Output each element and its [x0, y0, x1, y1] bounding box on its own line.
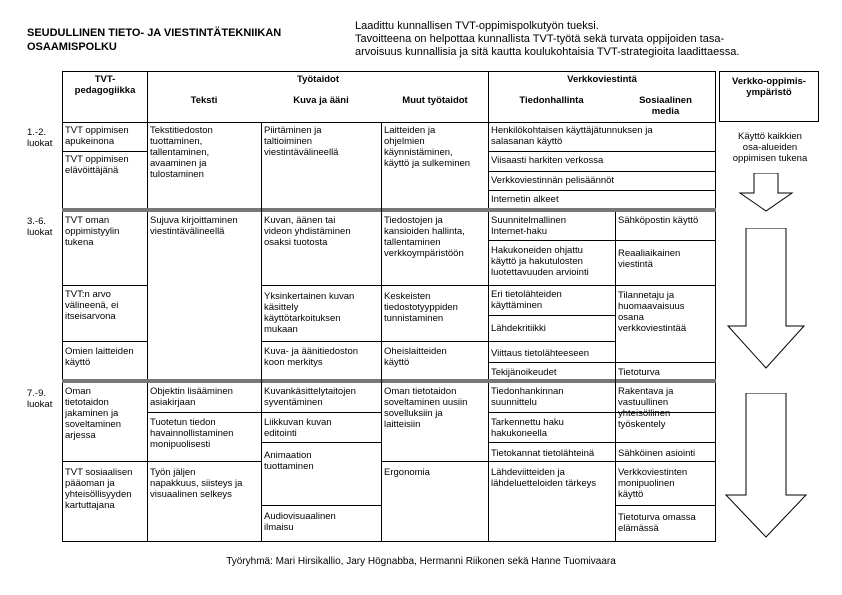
header-muut: Muut työtaidot — [402, 95, 468, 106]
table-cell: Tarkennettu haku hakukoneella — [491, 417, 564, 439]
table-cell: Lähdeviitteiden ja lähdeluetteloiden tärkeys — [491, 467, 597, 489]
table-cell: Tiedostojen ja kansioiden hallinta, tallentaminen verkkoympäristöön — [384, 215, 465, 259]
table-cell: TVT:n arvo välineenä, ei itseisarvona — [65, 289, 119, 322]
table-cell: Ergonomia — [384, 467, 430, 478]
intro-line: arvoisuus kunnallisia ja sitä kautta koulukohtaisia TVT-strategioita laadittaessa. — [355, 46, 740, 58]
table-cell: TVT oman oppimistyylin tukena — [65, 215, 120, 248]
header-tiedonhallinta: Tiedonhallinta — [519, 95, 584, 106]
table-cell: Viittaus tietolähteeseen — [491, 348, 590, 359]
table-cell: Eri tietolähteiden käyttäminen — [491, 289, 562, 311]
header-tyotaidot: Työtaidot — [296, 74, 340, 85]
table-cell: Suunnitelmallinen Internet-haku — [491, 215, 566, 237]
arrow-down-icon — [724, 393, 808, 539]
table-cell: Yksinkertainen kuvan käsittely käyttötarkoituksen mukaan — [264, 291, 355, 335]
grade-label: 1.-2. luokat — [27, 127, 53, 149]
table-cell: Verkkoviestinnän pelisäännöt — [491, 175, 615, 186]
table-cell: Audiovisuaalinen ilmaisu — [264, 511, 336, 533]
document-title: SEUDULLINEN TIETO- JA VIESTINTÄTEKNIIKAN OSAAMISPOLKU — [27, 27, 282, 53]
table-cell: Omien laitteiden käyttö — [65, 346, 134, 368]
table-cell: Tietokannat tietolähteinä — [491, 448, 595, 459]
table-cell: Rakentava ja vastuullinen yhteisöllinen työskentely — [618, 386, 674, 430]
table-cell: TVT oppimisen apukeinona — [65, 125, 129, 147]
header-kuva-aani: Kuva ja ääni — [293, 95, 349, 106]
intro-line: Laadittu kunnallisen TVT-oppimispolkutyön tueksi. — [355, 20, 599, 32]
header-ymparisto: Verkko-oppimis- ympäristö — [732, 76, 806, 98]
table-cell: Tiedonhankinnan suunnittelu — [491, 386, 564, 408]
table-cell: Sähköpostin käyttö — [618, 215, 699, 226]
grade-label: 3.-6. luokat — [27, 216, 53, 238]
table-cell: Kuva- ja äänitiedoston koon merkitys — [264, 346, 359, 368]
table-cell: Oman tietotaidon soveltaminen uusiin sovelluksiin ja laitteisiin — [384, 386, 468, 430]
table-cell: Tekstitiedoston tuottaminen, tallentaminen, avaaminen ja tulostaminen — [150, 125, 213, 180]
arrow-down-icon — [726, 228, 806, 370]
grade-label: 7.-9. luokat — [27, 388, 53, 410]
header-verkkoviestinta: Verkkoviestintä — [567, 74, 637, 85]
header-sosiaalinen-media: Sosiaalinen media — [639, 95, 692, 117]
table-cell: Internetin alkeet — [491, 194, 559, 205]
table-cell: Kuvan, äänen tai videon yhdistäminen osaksi tuotosta — [264, 215, 351, 248]
table-cell: Tekijänoikeudet — [491, 367, 557, 378]
arrow-down-icon — [738, 173, 794, 213]
table-cell: Sujuva kirjoittaminen viestintävälineellä — [150, 215, 238, 237]
intro-line: Tavoitteena on helpottaa kunnallista TVT-työtä sekä turvata oppijoiden tasa- — [355, 33, 725, 45]
header-pedagogy: TVT- pedagogiikka — [74, 74, 136, 96]
table-cell: Animaation tuottaminen — [264, 450, 314, 472]
intro-text — [355, 20, 825, 59]
table-cell: Työn jäljen napakkuus, siisteys ja visuaalinen selkeys — [150, 467, 243, 500]
table-cell: Laitteiden ja ohjelmien käynnistäminen, käyttö ja sulkeminen — [384, 125, 471, 169]
table-cell: Piirtäminen ja taltioiminen viestintävälineellä — [264, 125, 339, 158]
table-cell: Tietoturva omassa elämässä — [618, 512, 696, 534]
table-cell: Tuotetun tiedon havainnollistaminen monipuolisesti — [150, 417, 234, 450]
table-cell: Keskeisten tiedostotyyppiden tunnistaminen — [384, 291, 458, 324]
table-cell: Hakukoneiden ohjattu käyttö ja hakutulosten luotettavuuden arviointi — [491, 245, 589, 278]
table-cell: Oman tietotaidon jakaminen ja soveltaminen arjessa — [65, 386, 121, 441]
table-cell: Kuvankäsittelytaitojen syventäminen — [264, 386, 356, 408]
table-cell: TVT sosiaalisen pääoman ja yhteisöllisyyden kartuttajana — [65, 467, 133, 511]
table-cell: Objektin lisääminen asiakirjaan — [150, 386, 233, 408]
table-cell: Lähdekritiikki — [491, 323, 546, 334]
table-cell: Verkkoviestinten monipuolinen käyttö — [618, 467, 688, 500]
environment-text: Käyttö kaikkien osa-alueiden oppimisen tukena — [732, 131, 808, 164]
table-cell: Viisaasti harkiten verkossa — [491, 155, 604, 166]
table-cell: Tilannetaju ja huomaavaisuus osana verkkoviestintää — [618, 290, 687, 334]
header-teksti: Teksti — [190, 95, 218, 106]
table-cell: Sähköinen asiointi — [618, 448, 696, 459]
table-cell: Henkilökohtaisen käyttäjätunnuksen ja salasanan käyttö — [491, 125, 653, 147]
footer-credits: Työryhmä: Mari Hirsikallio, Jary Högnabba, Hermanni Riikonen sekä Hanne Tuomivaara — [226, 556, 616, 567]
table-cell: Liikkuvan kuvan editointi — [264, 417, 332, 439]
table-cell: Oheislaitteiden käyttö — [384, 346, 447, 368]
table-cell: Reaaliaikainen viestintä — [618, 248, 681, 270]
table-cell: TVT oppimisen elävöittäjänä — [65, 154, 129, 176]
table-cell: Tietoturva — [618, 367, 660, 378]
